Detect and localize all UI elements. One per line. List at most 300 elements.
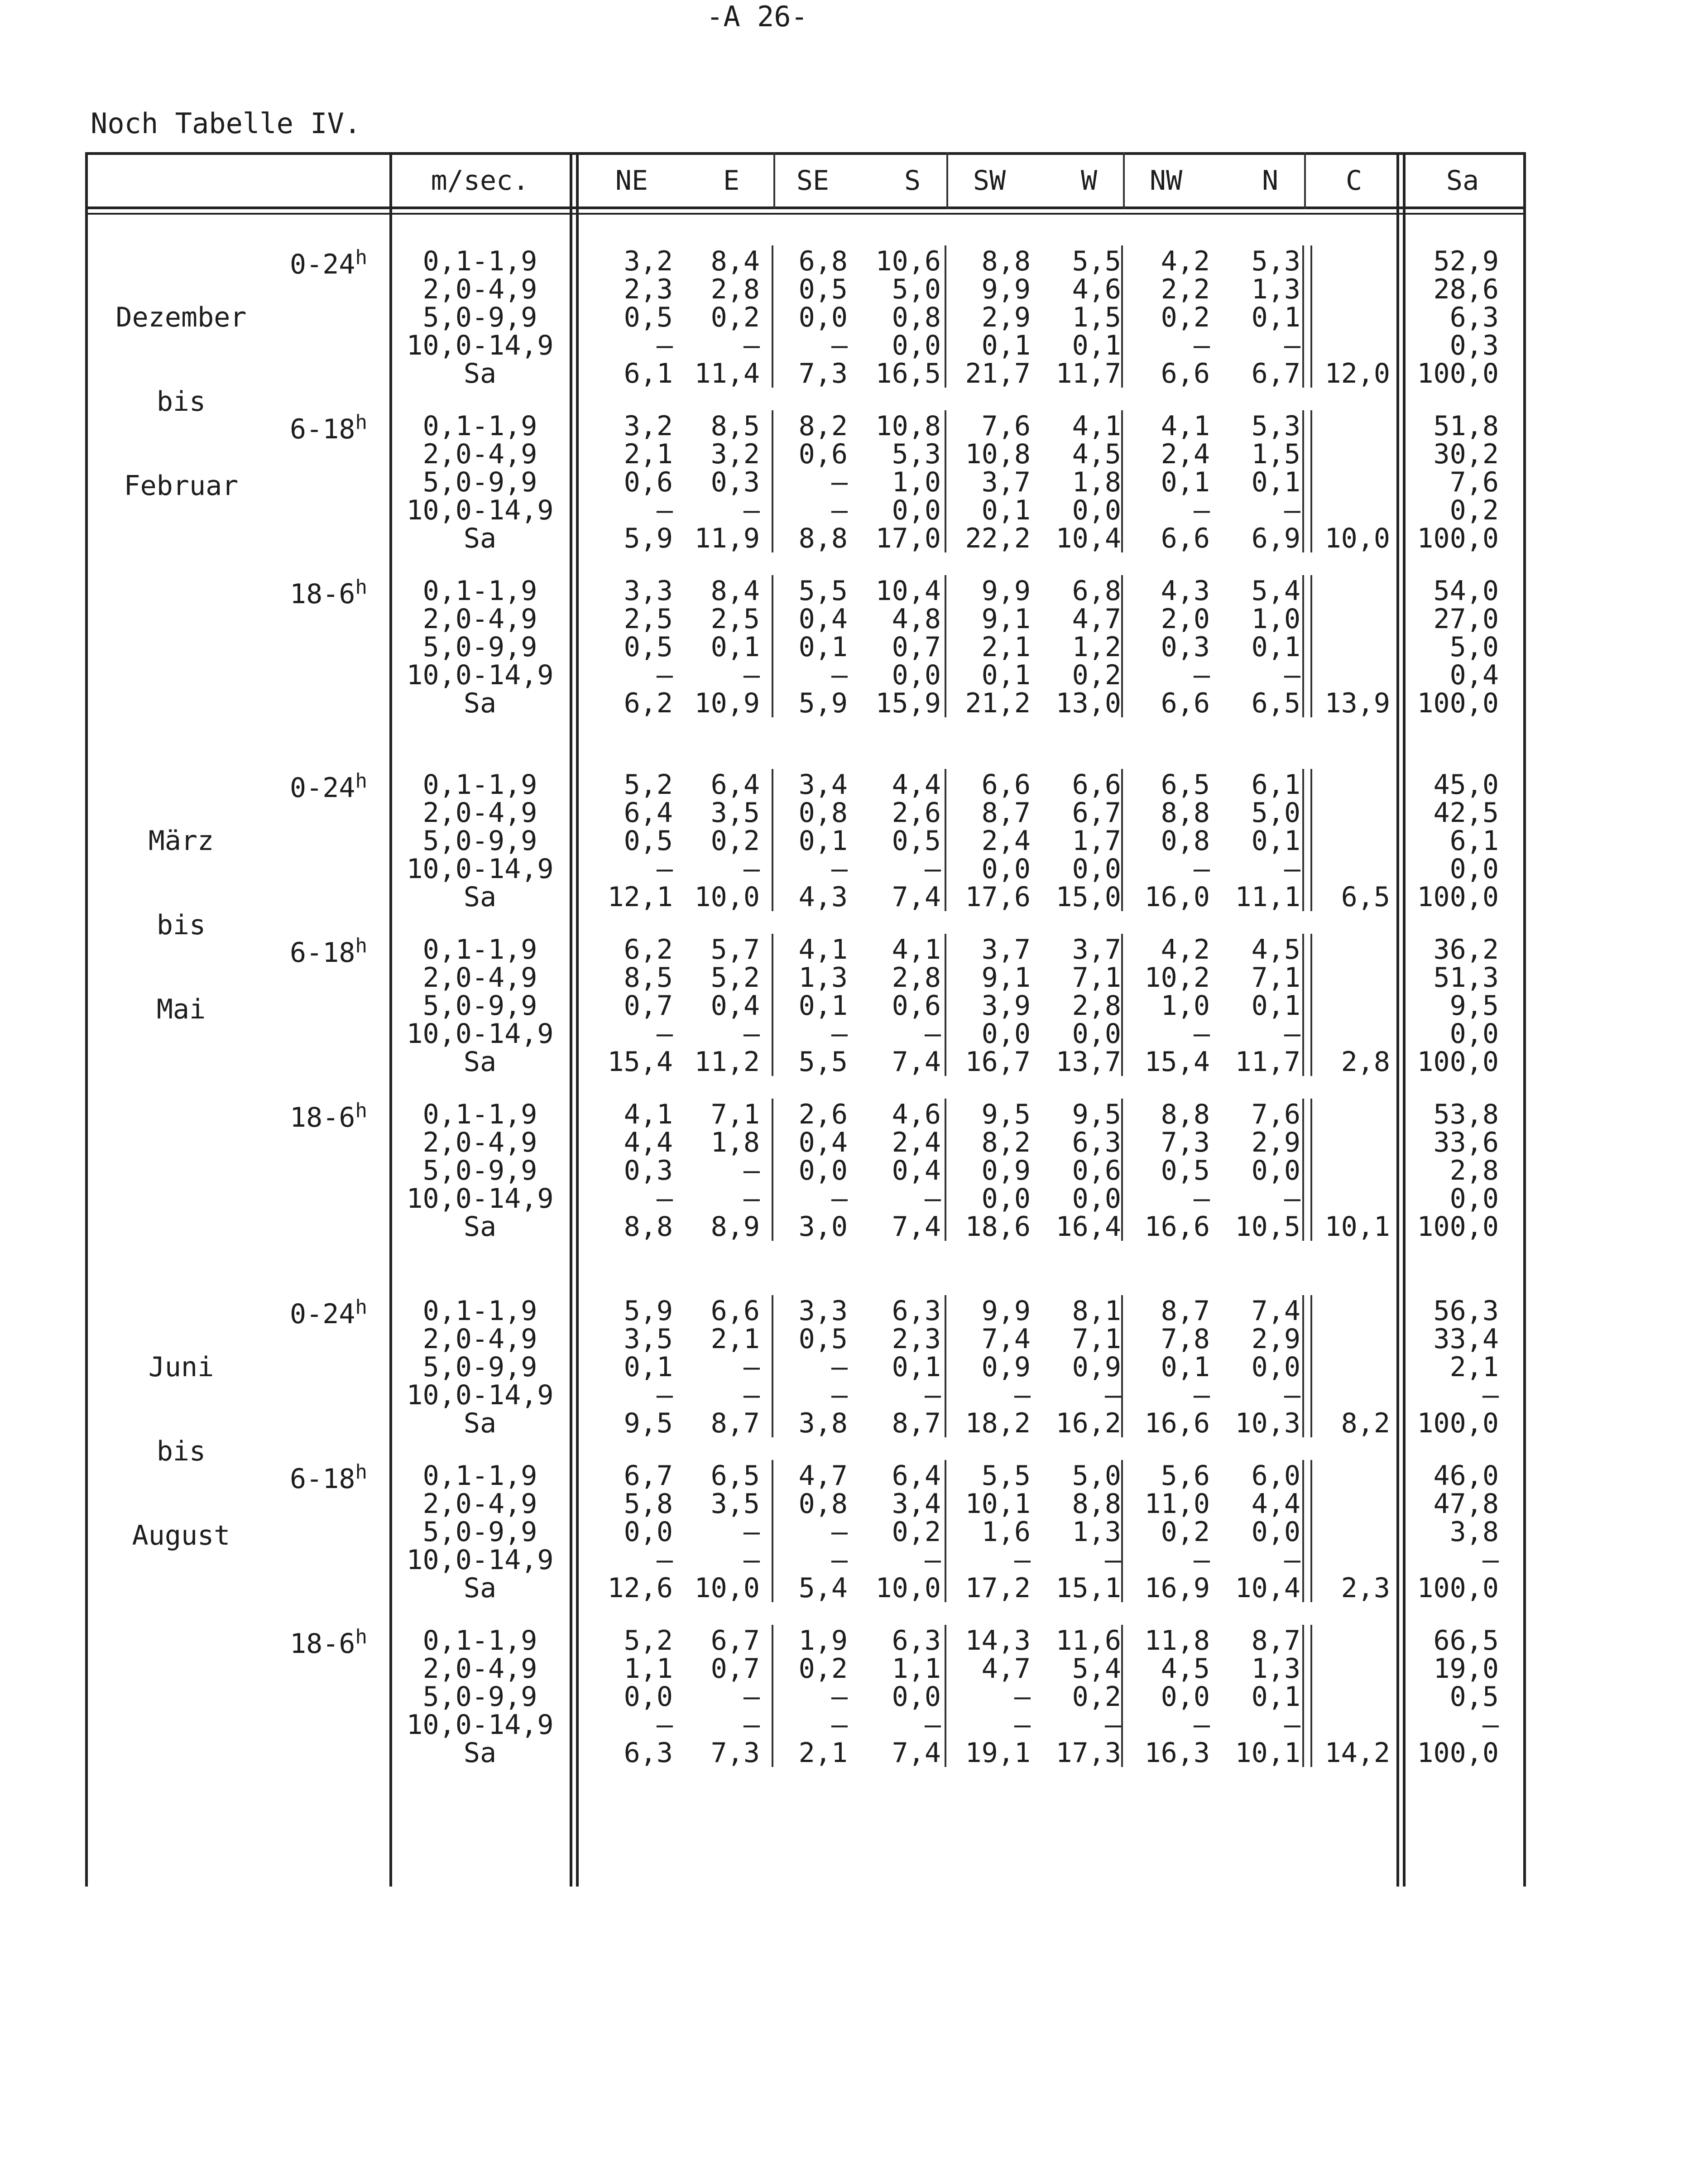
table-cell: 6,1 [624,358,673,389]
table-cell: 0,0 [1072,853,1121,885]
table-cell: 21,7 [965,358,1031,389]
table-cell: – [1284,495,1300,526]
table-cell: 10,4 [1235,1572,1300,1604]
calm-value: 10,1 [1324,1211,1390,1243]
header-N: N [1262,165,1279,197]
hour-superscript: h [355,769,367,792]
table-cell: 5,5 [981,1460,1031,1492]
table-cell: – [743,330,760,361]
table-cell: 0,0 [1072,1018,1121,1050]
value-column-N [1165,1100,1300,1241]
table-cell: 0,1 [798,631,848,663]
table-cell: 6,6 [1161,358,1210,389]
table-cell: 8,8 [981,245,1031,277]
speed-bin-label: 0,1-1,9 [422,1625,537,1656]
table-cell: 51,8 [1433,410,1499,442]
table-cell: 5,4 [798,1572,848,1604]
table-cell: – [1193,1183,1210,1215]
speed-bin-label: Sa [463,687,497,719]
table-cell: 6,4 [624,797,673,829]
table-cell: – [831,1379,848,1411]
table-cell: – [743,1183,760,1215]
table-cell: 12,6 [607,1572,673,1604]
table-cell: – [743,1516,760,1548]
season-line: bis [156,1436,206,1467]
table-cell: 11,7 [1235,1046,1300,1078]
header-S: S [904,165,921,197]
table-cell: – [831,1183,848,1215]
speed-bin-label: 0,1-1,9 [422,1099,537,1130]
table-cell: 0,9 [981,1155,1031,1186]
table-cell: – [656,1183,673,1215]
table-cell: 5,3 [1251,410,1300,442]
table-cell: 21,2 [965,687,1031,719]
table-cell: 22,2 [965,523,1031,554]
speed-bin-label: 5,0-9,9 [422,825,537,857]
table-cell: 0,1 [710,631,760,663]
table-cell: 1,7 [1072,825,1121,857]
table-cell: 16,6 [1144,1407,1210,1439]
table-cell: 16,9 [1144,1572,1210,1604]
table-cell: 5,9 [624,523,673,554]
table-cell: 7,6 [1251,1099,1300,1130]
table-cell: 0,6 [892,990,941,1022]
block-separator [1121,410,1123,552]
table-cell: 0,0 [624,1681,673,1713]
table-cell: – [743,1018,760,1050]
table-cell: 8,7 [1251,1625,1300,1656]
table-cell: 0,6 [624,466,673,498]
table-cell: – [656,330,673,361]
table-cell: 0,1 [892,1351,941,1383]
table-cell: 10,8 [875,410,941,442]
table-cell: 6,2 [624,934,673,965]
table-cell: – [743,1544,760,1576]
header-W: W [1080,165,1098,197]
speed-bin-label: 2,0-4,9 [422,603,537,635]
table-cell: – [743,1709,760,1741]
table-cell: 7,6 [1449,466,1499,498]
table-cell: 2,5 [710,603,760,635]
table-cell: – [1284,1544,1300,1576]
table-cell: 16,6 [1144,1211,1210,1243]
table-cell: 0,2 [1161,1516,1210,1548]
table-cell: 11,6 [1056,1625,1121,1656]
table-cell: 3,2 [710,438,760,470]
table-cell: – [1482,1709,1499,1741]
header-Sa: Sa [1446,165,1479,197]
table-cell: 0,7 [624,990,673,1022]
table-cell: 4,7 [981,1653,1031,1685]
table-cell: 6,6 [1161,687,1210,719]
table-cell: – [831,1351,848,1383]
speed-bin-label: 2,0-4,9 [422,1653,537,1685]
table-cell: 56,3 [1433,1295,1499,1327]
table-cell: 5,9 [624,1295,673,1327]
table-cell: 13,0 [1056,687,1121,719]
table-cell: 45,0 [1433,769,1499,801]
table-cell: 7,4 [1251,1295,1300,1327]
table-cell: – [743,1155,760,1186]
season-line: bis [156,386,206,418]
block-separator [1302,575,1304,717]
block-separator [945,1460,946,1602]
table-cell: 19,0 [1433,1653,1499,1685]
table-cell: 4,1 [1161,410,1210,442]
table-cell: 0,1 [798,825,848,857]
table-cell: 3,2 [624,245,673,277]
table-cell: 2,6 [798,1099,848,1130]
table-cell: 7,3 [798,358,848,389]
table-cell: – [1284,853,1300,885]
block-separator [772,769,773,911]
table-cell: 0,5 [624,302,673,333]
table-cell: 100,0 [1417,1737,1499,1769]
table-cell: 0,9 [981,1351,1031,1383]
speed-bin-label: 2,0-4,9 [422,438,537,470]
block-separator [1121,1099,1123,1241]
table-cell: 1,0 [892,466,941,498]
speed-bin-label: Sa [463,1572,497,1604]
speed-bin-label: 5,0-9,9 [422,1351,537,1383]
table-cell: – [1284,1183,1300,1215]
right-border [1523,152,1526,1887]
header-SE: SE [796,165,830,197]
table-cell: 0,1 [1161,466,1210,498]
block-separator [1310,575,1312,717]
table-cell: 3,3 [798,1295,848,1327]
period-label: 0-24$^h$ [290,1296,367,1330]
table-cell: 0,0 [1449,1183,1499,1215]
speed-bin-label: 5,0-9,9 [422,1516,537,1548]
table-cell: 33,4 [1433,1323,1499,1355]
table-cell: 4,5 [1251,934,1300,965]
season-line: Mai [156,994,206,1025]
table-cell: 0,0 [1161,1681,1210,1713]
table-cell: 1,8 [1072,466,1121,498]
table-cell: 8,7 [981,797,1031,829]
speed-bin-label: 0,1-1,9 [422,1460,537,1492]
block-separator [945,1625,946,1767]
season-line: Juni [148,1351,214,1383]
speed-bin-label: 2,0-4,9 [422,962,537,994]
table-cell: 2,9 [1251,1127,1300,1158]
table-cell: 7,4 [892,1046,941,1078]
table-cell: 13,7 [1056,1046,1121,1078]
speed-bin-label: 10,0-14,9 [406,330,554,361]
speed-bin-label: 5,0-9,9 [422,466,537,498]
hour-superscript: h [355,1460,367,1484]
table-cell: 8,2 [798,410,848,442]
table-cell: 2,9 [1251,1323,1300,1355]
table-cell: 4,6 [892,1099,941,1130]
table-cell: – [743,853,760,885]
table-cell: 8,7 [892,1407,941,1439]
table-cell: 5,3 [892,438,941,470]
table-cell: 0,1 [624,1351,673,1383]
table-cell: 52,9 [1433,245,1499,277]
table-cell: 5,7 [710,934,760,965]
table-cell: – [831,1544,848,1576]
table-cell: 3,4 [798,769,848,801]
block-separator [1310,1460,1312,1602]
table-cell: 0,3 [710,466,760,498]
table-cell: 0,6 [1072,1155,1121,1186]
table-cell: 10,0 [694,1572,760,1604]
table-cell: 0,5 [624,631,673,663]
table-cell: 0,0 [798,302,848,333]
table-cell: 2,4 [1161,438,1210,470]
table-cell: 8,8 [1161,1099,1210,1130]
table-cell: 4,5 [1161,1653,1210,1685]
table-cell: 6,5 [710,1460,760,1492]
table-cell: 16,2 [1056,1407,1121,1439]
table-cell: 0,1 [798,990,848,1022]
table-cell: 54,0 [1433,575,1499,607]
table-cell: 42,5 [1433,797,1499,829]
table-cell: 46,0 [1433,1460,1499,1492]
table-cell: – [1482,1379,1499,1411]
value-column-N [1165,412,1300,552]
table-cell: 6,8 [798,245,848,277]
table-cell: 6,8 [1072,575,1121,607]
table-cell: – [831,1681,848,1713]
value-column-N [1165,577,1300,717]
table-top-rule [86,152,1526,155]
hdr-sep-4 [1304,152,1306,209]
speed-bin-label: 0,1-1,9 [422,1295,537,1327]
speed-bin-label: 10,0-14,9 [406,853,554,885]
table-cell: 9,5 [1072,1099,1121,1130]
table-cell: 6,3 [892,1625,941,1656]
table-cell: 100,0 [1417,687,1499,719]
table-cell: 2,3 [624,274,673,305]
speed-bin-label: 2,0-4,9 [422,1323,537,1355]
table-cell: 0,7 [710,1653,760,1685]
table-cell: 33,6 [1433,1127,1499,1158]
table-cell: 2,1 [981,631,1031,663]
table-cell: 9,9 [981,575,1031,607]
table-cell: 3,7 [981,934,1031,965]
table-cell: 4,3 [1161,575,1210,607]
table-cell: 6,6 [1072,769,1121,801]
table-cell: 8,5 [710,410,760,442]
table-cell: 11,2 [694,1046,760,1078]
speed-bin-label: 2,0-4,9 [422,274,537,305]
table-cell: 6,7 [1251,358,1300,389]
table-cell: 3,9 [981,990,1031,1022]
table-cell: 8,4 [710,245,760,277]
table-cell: – [924,1709,941,1741]
block-separator [1310,410,1312,552]
table-cell: 10,8 [965,438,1031,470]
block-separator [1121,1295,1123,1437]
value-column-N [1165,1627,1300,1767]
table-cell: – [831,1516,848,1548]
left-border [85,152,88,1887]
speed-bin-label: 10,0-14,9 [406,1379,554,1411]
table-cell: 4,2 [1161,245,1210,277]
table-cell: 8,5 [624,962,673,994]
table-cell: 8,8 [798,523,848,554]
table-cell: 17,0 [875,523,941,554]
table-cell: 2,8 [710,274,760,305]
table-cell: 17,6 [965,881,1031,913]
table-cell: 100,0 [1417,1211,1499,1243]
table-cell: 100,0 [1417,358,1499,389]
block-separator [945,245,946,388]
table-cell: 5,3 [1251,245,1300,277]
table-cell: 2,2 [1161,274,1210,305]
speed-bin-label: 5,0-9,9 [422,631,537,663]
table-cell: 66,5 [1433,1625,1499,1656]
table-cell: 100,0 [1417,1572,1499,1604]
table-cell: 3,2 [624,410,673,442]
table-cell: 6,7 [624,1460,673,1492]
table-cell: – [924,1544,941,1576]
table-cell: 1,8 [710,1127,760,1158]
table-cell: 6,9 [1251,523,1300,554]
table-cell: 10,5 [1235,1211,1300,1243]
block-separator [772,934,773,1076]
block-separator [772,1625,773,1767]
table-cell: 9,1 [981,603,1031,635]
table-cell: 7,4 [892,1211,941,1243]
block-separator [1121,1625,1123,1767]
table-cell: 1,5 [1072,302,1121,333]
table-cell: 0,1 [1251,1681,1300,1713]
hdr-sep-1 [773,152,775,209]
table-cell: 5,6 [1161,1460,1210,1492]
block-separator [772,1295,773,1437]
table-cell: 16,7 [965,1046,1031,1078]
table-cell: 3,0 [798,1211,848,1243]
hour-superscript: h [355,1099,367,1122]
table-cell: 3,3 [624,575,673,607]
period-label: 18-6$^h$ [290,1625,367,1660]
table-cell: 3,8 [1449,1516,1499,1548]
table-cell: 10,4 [1056,523,1121,554]
speed-bin-label: 0,1-1,9 [422,769,537,801]
table-cell: – [924,1018,941,1050]
table-cell: 7,3 [710,1737,760,1769]
table-cell: 6,2 [624,687,673,719]
table-cell: 0,5 [892,825,941,857]
table-cell: – [1193,1544,1210,1576]
table-cell: 0,5 [1449,1681,1499,1713]
table-cell: – [1193,495,1210,526]
table-cell: – [831,1709,848,1741]
table-cell: 0,1 [1251,466,1300,498]
table-cell: 4,4 [624,1127,673,1158]
table-cell: 5,5 [798,575,848,607]
table-cell: 4,1 [798,934,848,965]
table-cell: 19,1 [965,1737,1031,1769]
hour-superscript: h [355,1296,367,1319]
table-cell: 0,2 [1072,659,1121,691]
block-separator [1121,934,1123,1076]
table-cell: 11,0 [1144,1488,1210,1520]
table-cell: 1,2 [1072,631,1121,663]
hour-superscript: h [355,411,367,434]
speed-bin-label: Sa [463,1046,497,1078]
table-cell: 0,0 [624,1516,673,1548]
speed-bin-label: 2,0-4,9 [422,1488,537,1520]
speed-bin-label: Sa [463,1211,497,1243]
table-cell: – [1193,1018,1210,1050]
season-line: März [148,825,214,857]
block-separator [1302,1099,1304,1241]
table-cell: 6,5 [1251,687,1300,719]
table-cell: 8,7 [710,1407,760,1439]
table-cell: 0,0 [892,330,941,361]
block-separator [1121,245,1123,388]
table-cell: 10,0 [875,1572,941,1604]
table-cell: 2,9 [981,302,1031,333]
table-cell: 15,9 [875,687,941,719]
table-cell: 6,1 [1449,825,1499,857]
block-separator [1302,245,1304,388]
table-cell: 7,4 [981,1323,1031,1355]
value-column-N [1165,1297,1300,1437]
speed-bin-label: Sa [463,358,497,389]
table-cell: – [743,1681,760,1713]
season-line: August [132,1520,230,1551]
table-cell: – [1284,1709,1300,1741]
period-label: 6-18$^h$ [290,411,367,445]
table-cell: – [831,466,848,498]
block-separator [1302,1295,1304,1437]
table-cell: 0,0 [1251,1516,1300,1548]
header-bottom-rule [86,206,1526,209]
table-cell: – [743,1351,760,1383]
table-cell: 7,1 [1072,962,1121,994]
table-cell: 6,4 [710,769,760,801]
table-cell: – [1482,1544,1499,1576]
season-line: bis [156,909,206,941]
table-cell: 2,8 [1449,1155,1499,1186]
season-label-spring [100,771,263,1051]
table-cell: 0,0 [1072,1183,1121,1215]
table-cell: 2,6 [892,797,941,829]
table-cell: 1,3 [1251,274,1300,305]
period-label: 0-24$^h$ [290,769,367,804]
block-separator [772,245,773,388]
hour-superscript: h [355,1625,367,1648]
table-cell: 0,2 [892,1516,941,1548]
table-cell: 0,7 [892,631,941,663]
speed-bin-label: 10,0-14,9 [406,495,554,526]
season-line: Februar [124,470,239,502]
table-cell: 0,2 [710,825,760,857]
season-line: Dezember [115,302,247,333]
table-cell: 8,1 [1072,1295,1121,1327]
value-column-N [1165,247,1300,388]
table-cell: 3,5 [710,1488,760,1520]
table-cell: 0,3 [1449,330,1499,361]
table-cell: 10,9 [694,687,760,719]
table-cell: 0,8 [798,1488,848,1520]
period-label: 6-18$^h$ [290,1460,367,1495]
table-cell: – [743,495,760,526]
table-cell: 0,4 [892,1155,941,1186]
table-cell: 0,8 [798,797,848,829]
table-cell: 6,7 [1072,797,1121,829]
table-cell: 4,6 [1072,274,1121,305]
table-cell: 7,3 [1161,1127,1210,1158]
period-label: 0-24$^h$ [290,246,367,280]
table-cell: 0,4 [1449,659,1499,691]
